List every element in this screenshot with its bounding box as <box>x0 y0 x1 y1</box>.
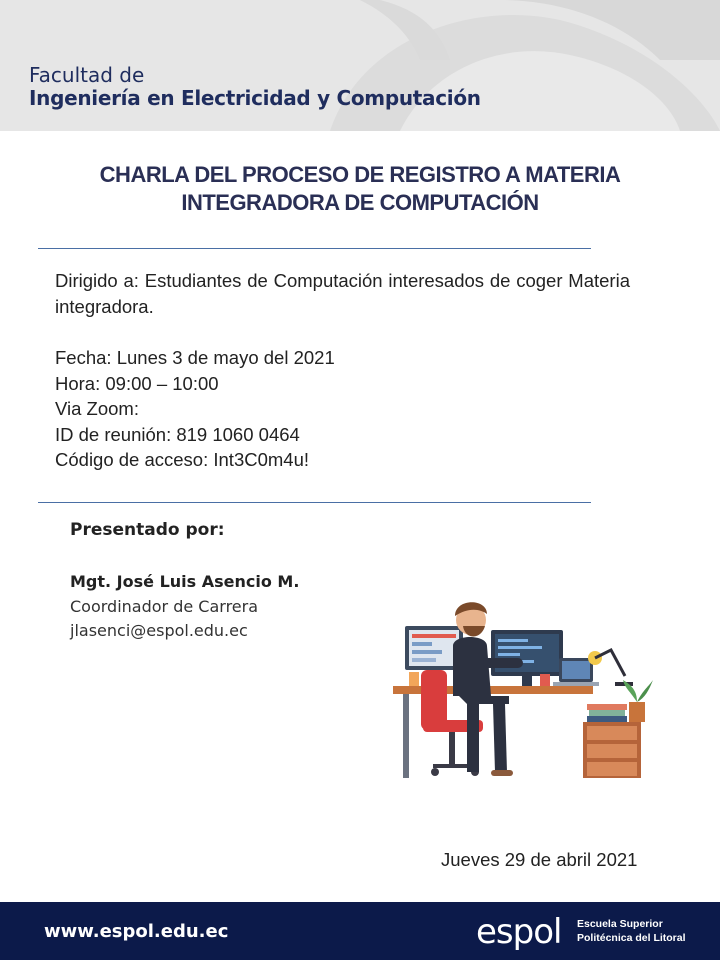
divider-bottom <box>38 502 591 503</box>
event-platform: Via Zoom: <box>55 398 139 419</box>
logo-tagline-1: Escuela Superior <box>577 918 663 930</box>
presenter-role: Coordinador de Carrera <box>70 597 259 616</box>
event-title <box>40 161 680 217</box>
website-link[interactable]: www.espol.edu.ec <box>44 921 229 942</box>
presented-by-heading: Presentado por: <box>70 520 225 540</box>
espol-logo: espol <box>476 912 562 952</box>
access-code: Código de acceso: Int3C0m4u! <box>55 449 310 470</box>
presenter-email[interactable]: jlasenci@espol.edu.ec <box>70 621 248 640</box>
header-banner <box>0 0 720 131</box>
faculty-line-1: Facultad de <box>29 63 145 87</box>
meeting-id: ID de reunión: 819 1060 0464 <box>55 423 300 445</box>
logo-tagline-2: Politécnica del Litoral <box>577 932 686 944</box>
footer-bar <box>0 902 720 960</box>
title-line-1: CHARLA DEL PROCESO DE REGISTRO A MATERIA <box>99 162 621 187</box>
workspace-illustration <box>383 550 673 790</box>
faculty-line-2: Ingeniería en Electricidad y Computación <box>29 86 481 110</box>
publication-date: Jueves 29 de abril 2021 <box>441 849 638 870</box>
event-date: Fecha: Lunes 3 de mayo del 2021 <box>55 347 335 368</box>
event-details <box>55 345 630 473</box>
title-line-2: INTEGRADORA DE COMPUTACIÓN <box>181 190 539 215</box>
divider-top <box>38 248 591 249</box>
presenter-name: Mgt. José Luis Asencio M. <box>70 572 300 591</box>
event-time: Hora: 09:00 – 10:00 <box>55 372 219 394</box>
audience-text: Dirigido a: Estudiantes de Computación interesados de coger Materia integradora. <box>55 270 630 317</box>
